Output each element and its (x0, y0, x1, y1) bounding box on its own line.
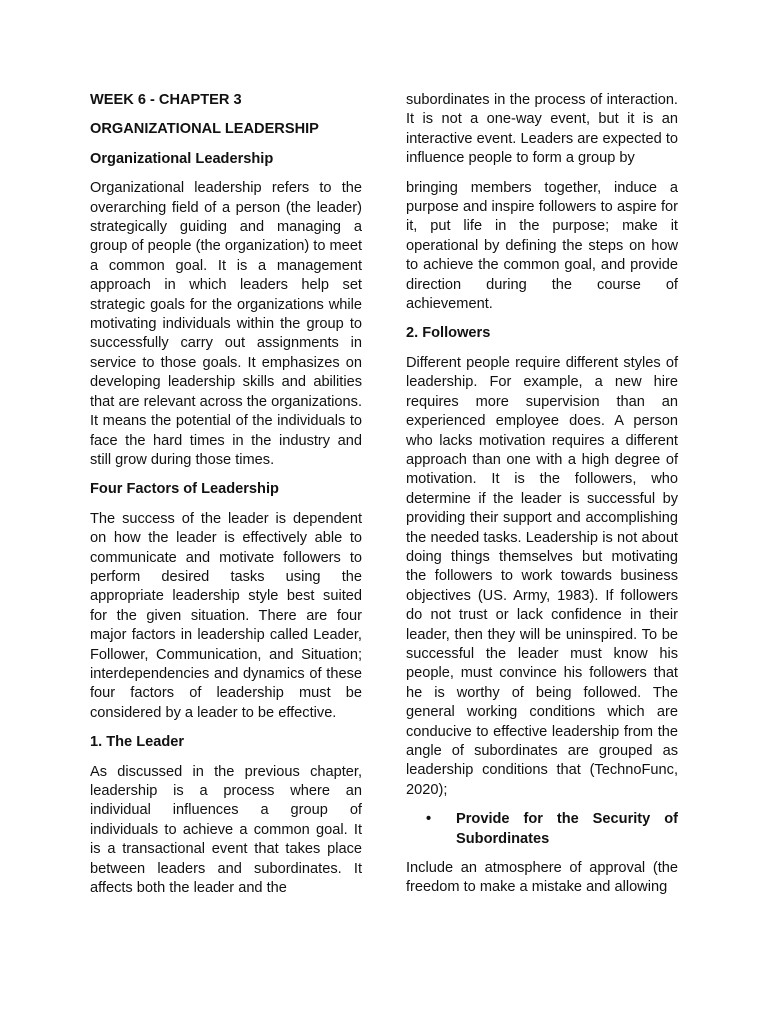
section-heading-organizational-leadership: Organizational Leadership (90, 150, 274, 167)
paragraph-four-factors: The success of the leader is dependent on how the leader is effectively able to communicate and motivate followers to perform desired tasks using the appropriate leadership style best suited for the given situation. There are four major factors in leadership called Leader, Follower, Communication, and Situation; interdependencies and dynamics of these four factors of leadership must be considered by a leader to be effective. (90, 510, 362, 721)
section-heading-followers: 2. Followers (406, 325, 491, 342)
bullet-mark: • (426, 811, 432, 828)
paragraph-bringing-members: bringing members together, induce a purpose and inspire followers to aspire for it, put life in the purpose; make it operational by defining the steps on how to achieve the common goal, and provide direction during the course of achievement. (406, 179, 678, 313)
paragraph-leader-continued: subordinates in the process of interaction. It is not a one-way event, but it is an interactive event. Leaders are expected to influence people to form a group by (406, 92, 678, 167)
paragraph-the-leader: As discussed in the previous chapter, leadership is a process where an individual influences a group of individuals to achieve a common goal. It is a transactional event that takes place between leaders and subordinates. It affects both the leader and the (90, 763, 362, 897)
bullet-item-security (406, 810, 678, 849)
section-heading-the-leader: 1. The Leader (90, 734, 185, 751)
left-column (90, 91, 362, 908)
week-heading: WEEK 6 - CHAPTER 3 (90, 92, 242, 108)
paragraph-atmosphere: Include an atmosphere of approval (the freedom to make a mistake and allowing (406, 860, 678, 896)
bullet-text-security: Provide for the Security of Subordinates (456, 811, 678, 847)
chapter-title: ORGANIZATIONAL LEADERSHIP (90, 121, 319, 138)
paragraph-organizational-leadership: Organizational leadership refers to the overarching field of a person (the leader) strategically guiding and managing a group of people (the organization) to meet a common goal. It is a management approach in which leaders help set strategic goals for the organizations while motivating individuals within the group to successfully carry out assignments in service to those goals. It emphasizes on developing leadership skills and abilities that are relevant across the organizations. It means the potential of the individuals to face the hard times in the industry and still grow during those times. (90, 180, 362, 468)
section-heading-four-factors: Four Factors of Leadership (90, 481, 279, 498)
right-column (406, 91, 678, 908)
paragraph-followers: Different people require different styles of leadership. For example, a new hire requires more supervision than an experienced employee does. A person who lacks motivation requires a different approach than one with a high degree of motivation. It is the followers, who determine if the leader is successful by providing their support and accomplishing the needed tasks. Leadership is not about doing things themselves but motivating the followers to work towards business objectives (US. Army, 1983). If followers do not trust or lack confidence in their leader, then they will be uninspired. To be successful the leader must know his people, must convince his followers that he is worthy of being followed. The general working conditions which are conducive to effective leadership from the angle of subordinates are grouped as leadership conditions that (TechnoFunc, 2020); (406, 354, 678, 798)
